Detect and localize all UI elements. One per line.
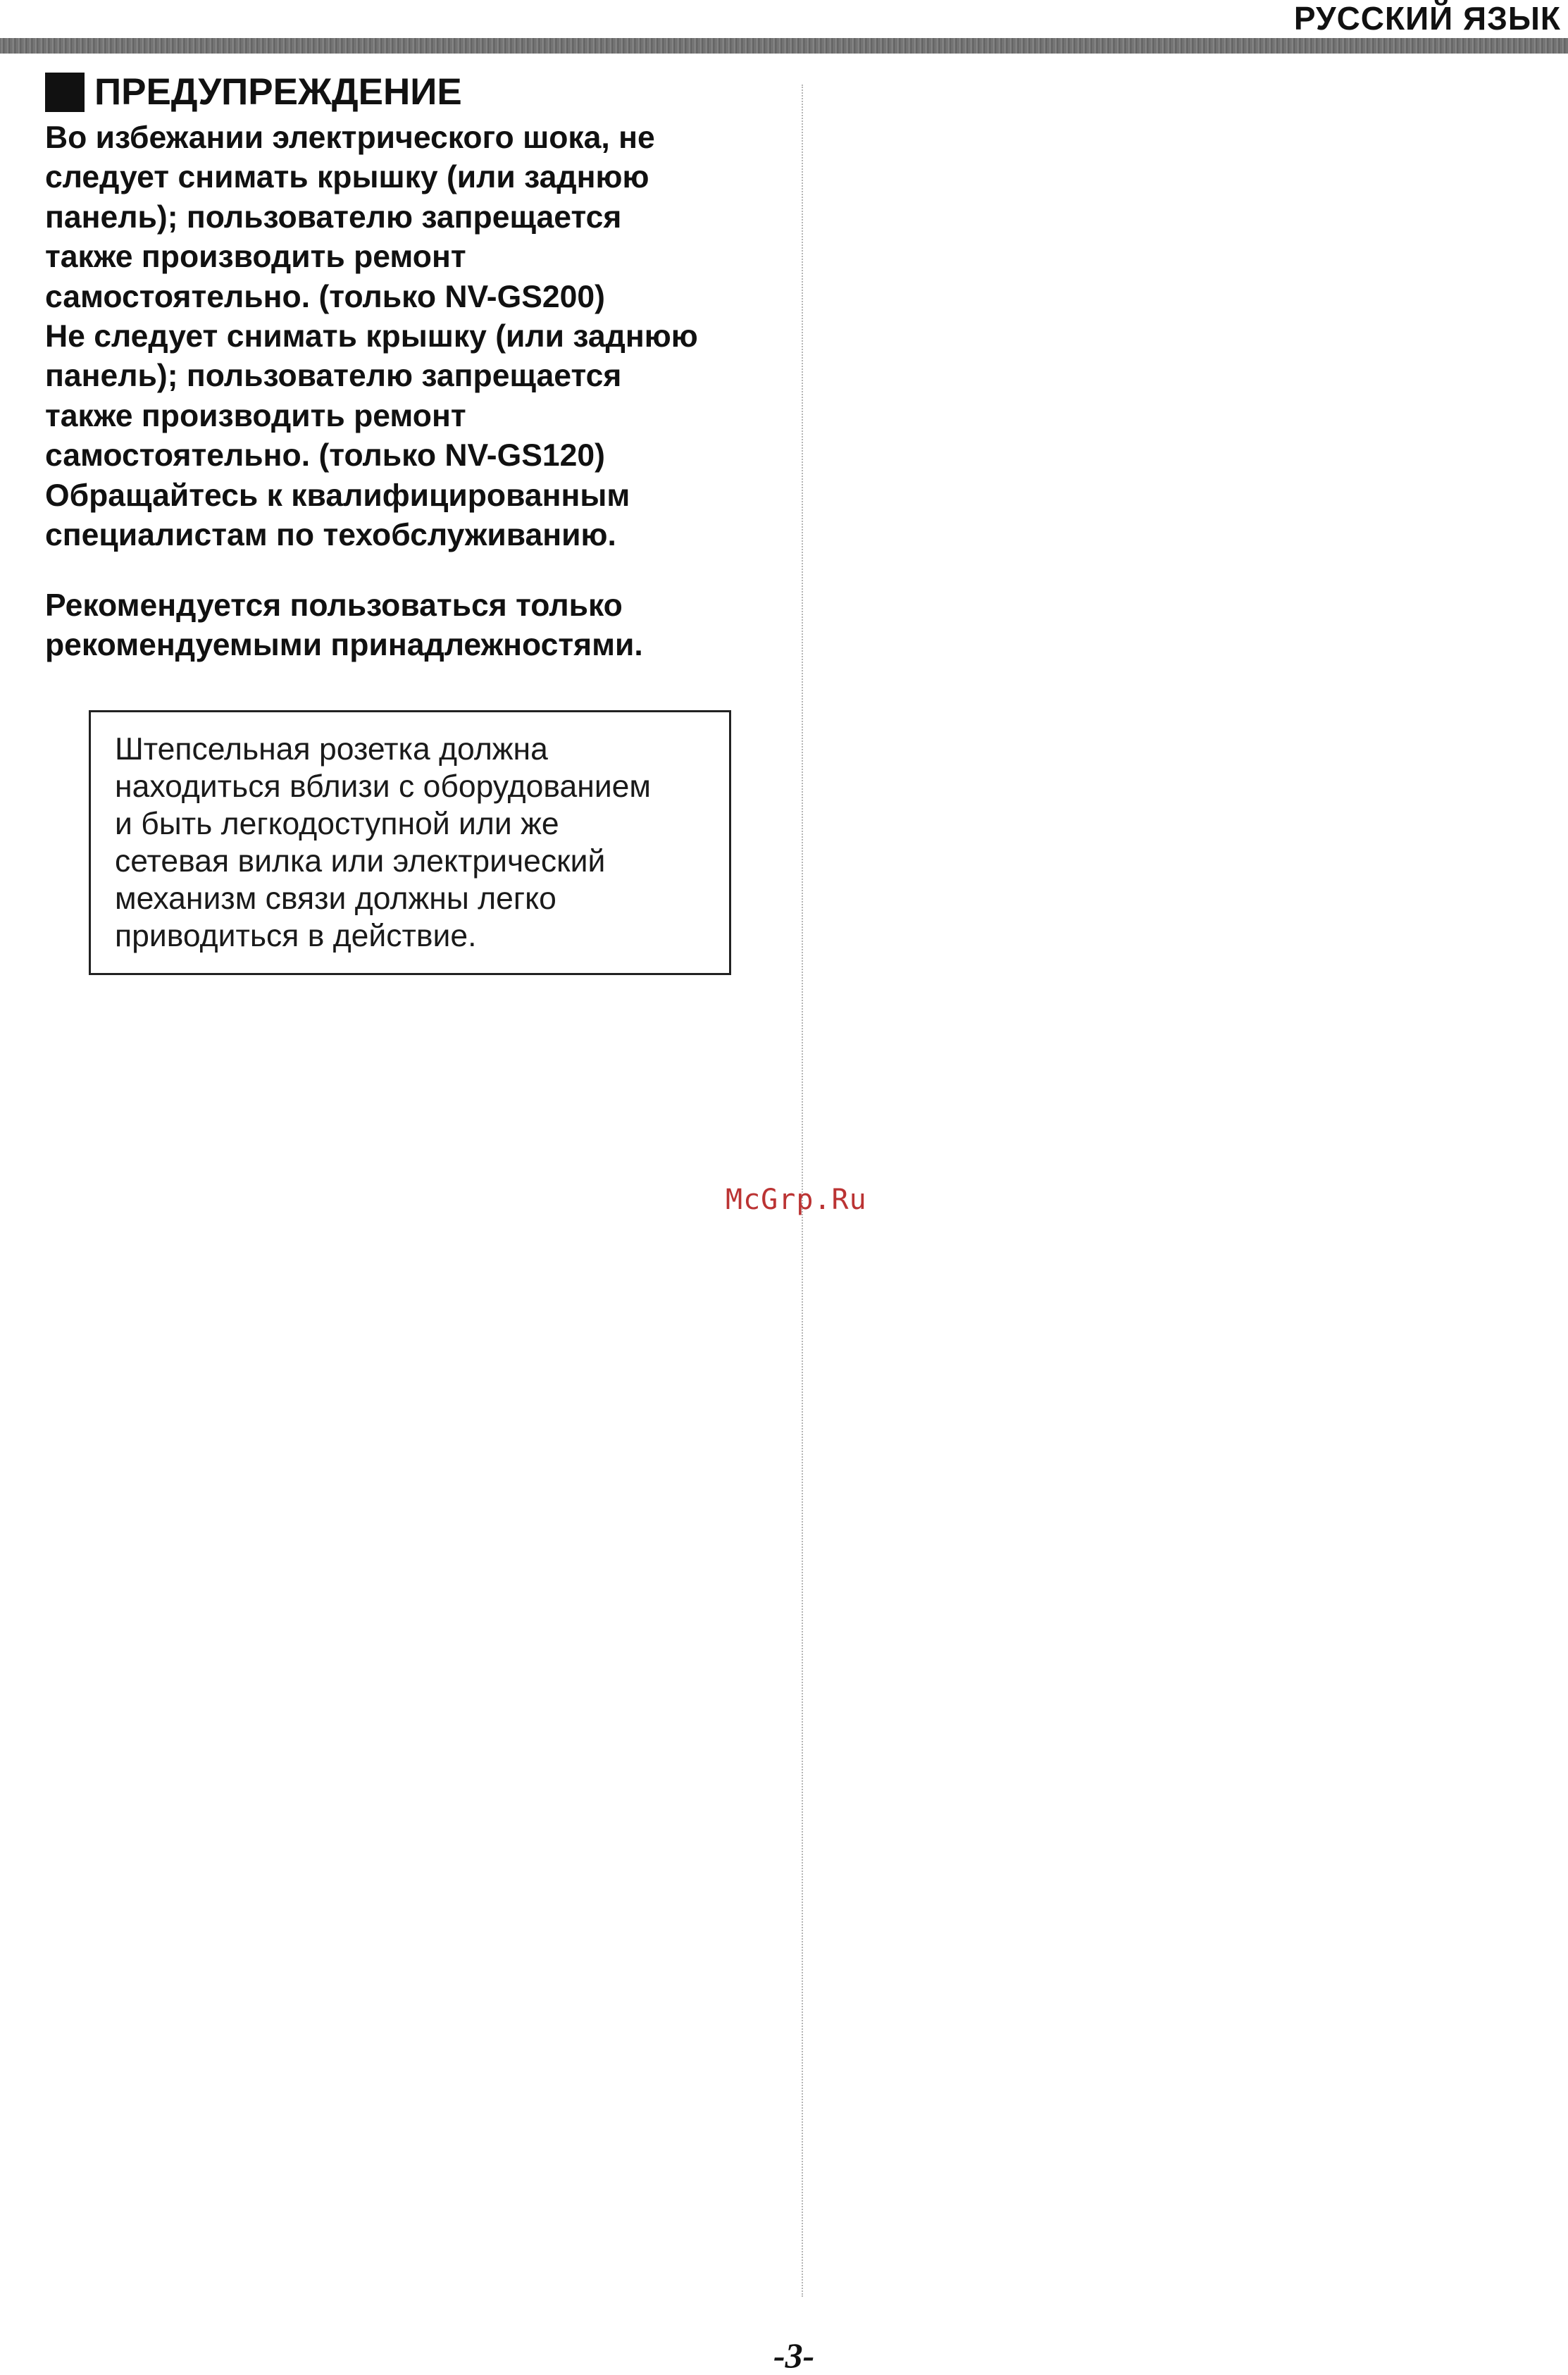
warning-title-text: ПРЕДУПРЕЖДЕНИЕ [94, 71, 462, 113]
black-square-icon [45, 73, 85, 112]
notice-line: находиться вблизи с оборудованием [115, 769, 652, 804]
warning-line: самостоятельно. (только NV-GS200) [45, 279, 605, 314]
warning-line: самостоятельно. (только NV-GS120) [45, 438, 605, 473]
warning-body [45, 118, 778, 555]
warning-line: панель); пользователю запрещается [45, 199, 622, 235]
notice-text [115, 731, 705, 955]
recommendation-paragraph [45, 586, 643, 666]
notice-line: механизм связи должны легко [115, 881, 556, 916]
warning-line: также производить ремонт [45, 398, 466, 433]
notice-line: и быть легкодоступной или же [115, 807, 559, 841]
recommendation-line: Рекомендуется пользоваться только [45, 588, 623, 623]
notice-line: сетевая вилка или электрический [115, 844, 606, 879]
watermark: McGrp.Ru [726, 1184, 867, 1216]
warning-line: также производить ремонт [45, 240, 466, 275]
recommendation-line: рекомендуемыми принадлежностями. [45, 628, 643, 663]
warning-section [45, 70, 778, 555]
warning-line: панель); пользователю запрещается [45, 359, 622, 394]
warning-line: следует снимать крышку (или заднюю [45, 160, 649, 195]
page-number: -3- [773, 2336, 815, 2375]
notice-line: приводиться в действие. [115, 919, 477, 953]
warning-line: Обращайтесь к квалифицированным [45, 478, 630, 513]
warning-heading [45, 70, 778, 114]
warning-line: Не следует снимать крышку (или заднюю [45, 319, 698, 354]
warning-line: Во избежании электрического шока, не [45, 120, 655, 155]
power-socket-notice-box [89, 710, 731, 975]
notice-line: Штепсельная розетка должна [115, 732, 548, 767]
language-header: РУССКИЙ ЯЗЫК [1293, 0, 1561, 37]
warning-line: специалистам по техобслуживанию. [45, 518, 616, 553]
header-band [0, 38, 1568, 54]
